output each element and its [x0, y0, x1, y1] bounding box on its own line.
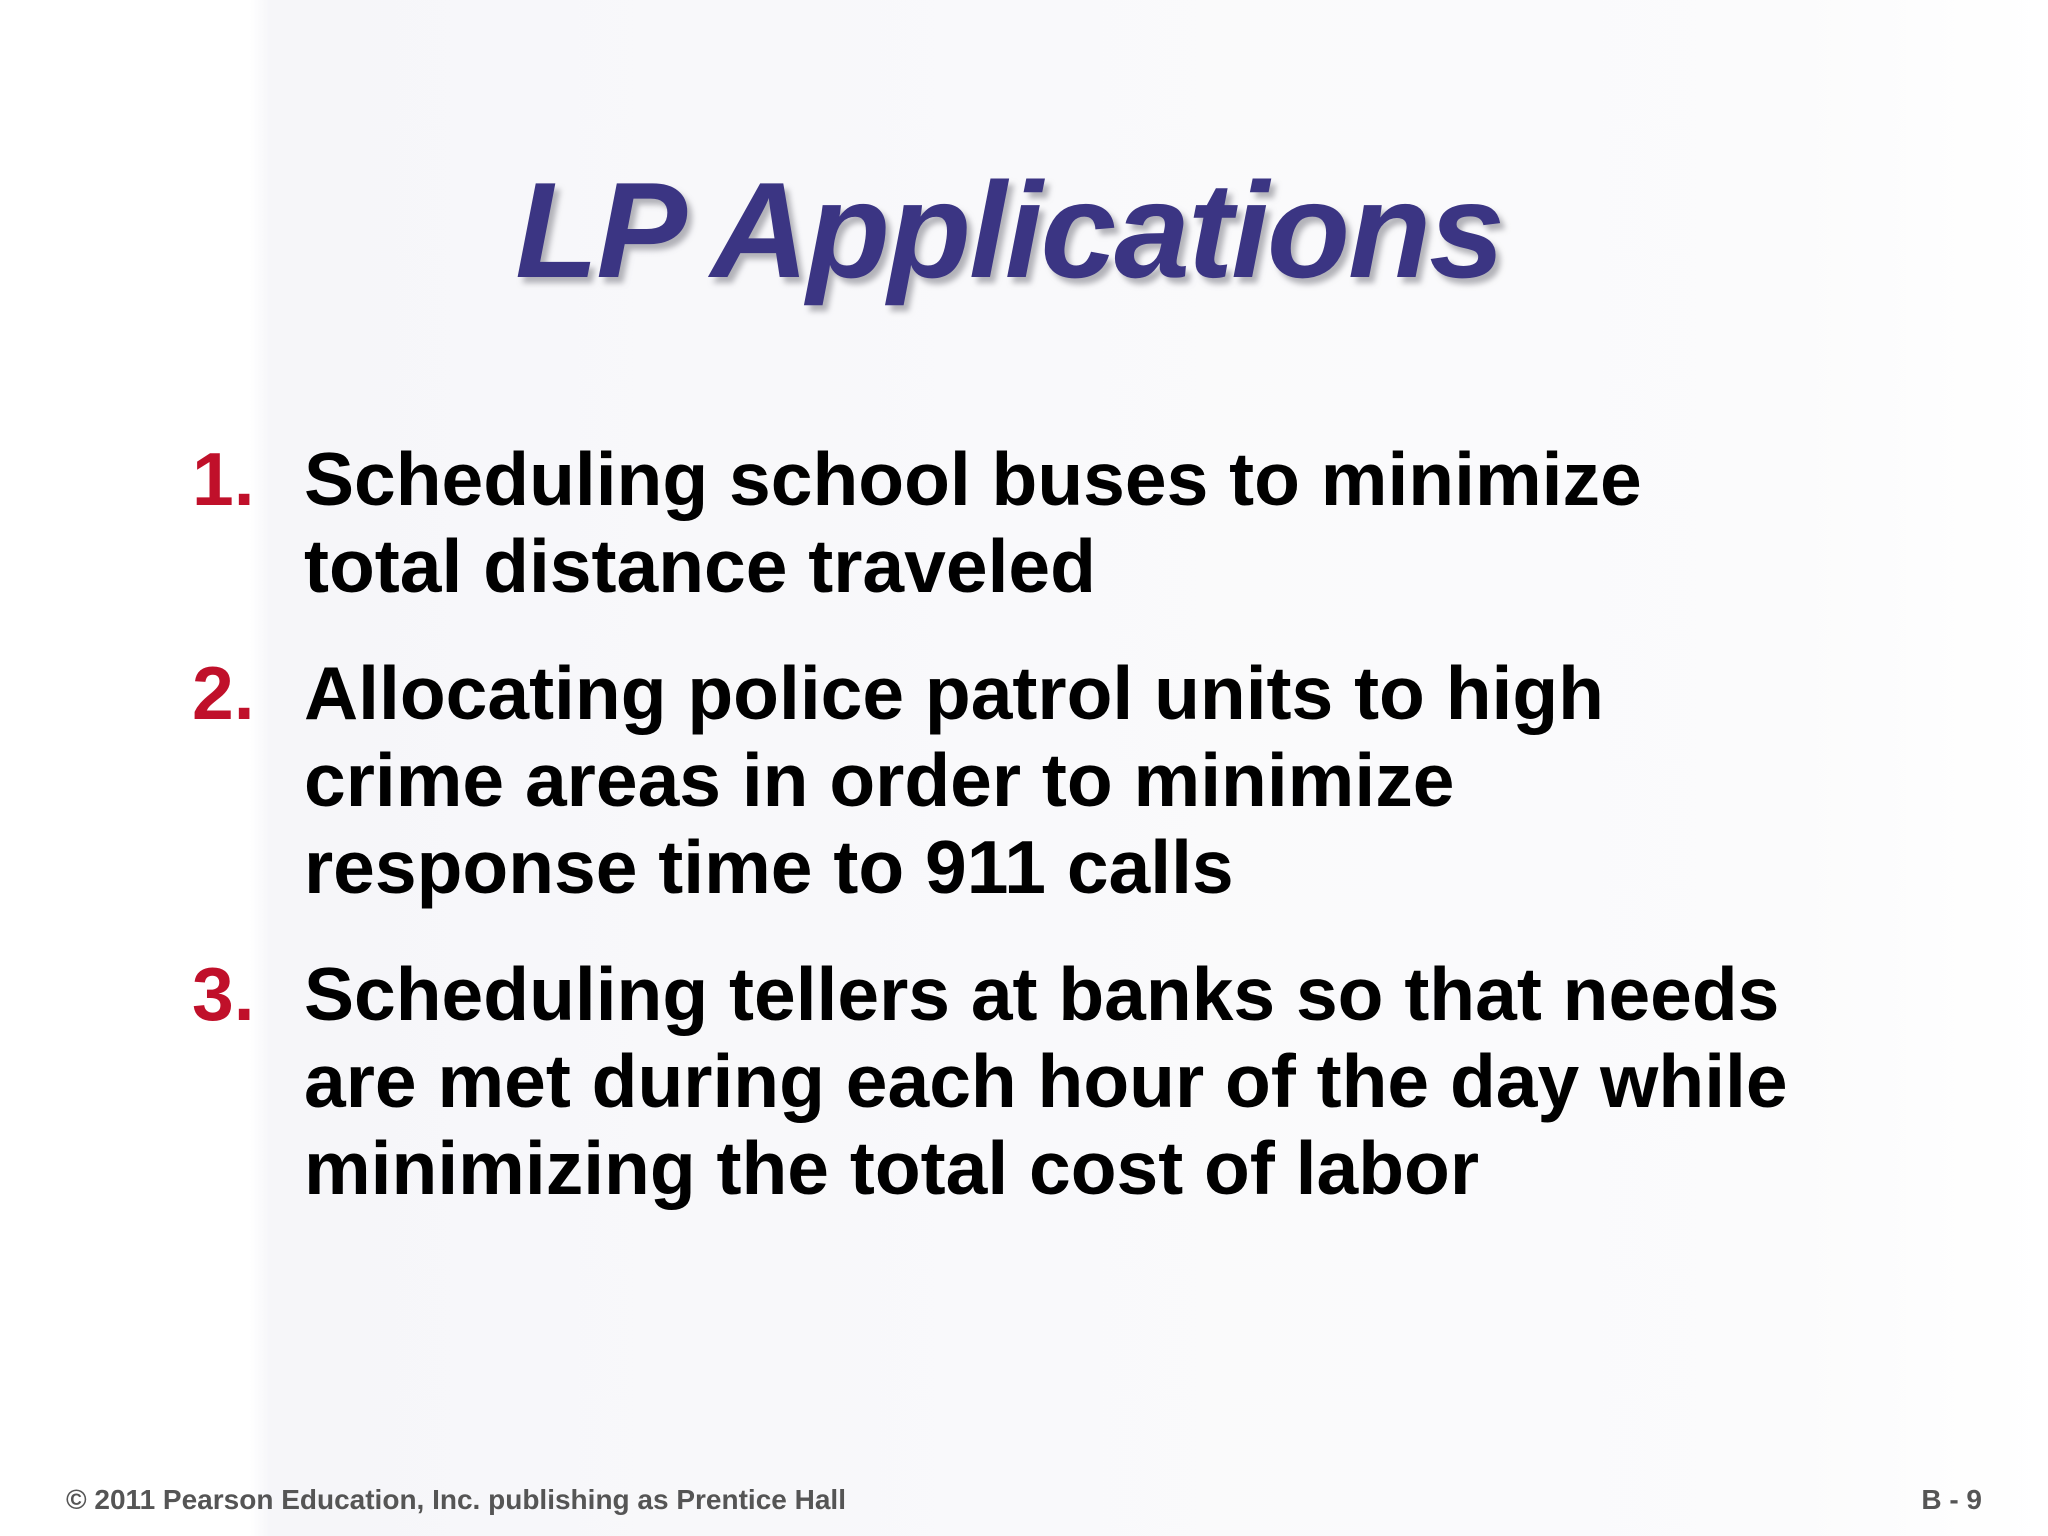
copyright-footer: © 2011 Pearson Education, Inc. publishing as Prentice Hall — [66, 1484, 846, 1515]
list-item — [192, 951, 1892, 1212]
list-item-text: Scheduling tellers at banks so that needs are met during each hour of the day while minimizing the total cost of labor — [304, 952, 1788, 1210]
list-item-number: 2. — [192, 651, 255, 735]
slide-title: LP Applications — [515, 154, 1503, 306]
list-item-number: 1. — [192, 437, 255, 521]
list-item-text: Scheduling school buses to minimize total distance traveled — [304, 437, 1642, 608]
applications-list — [192, 436, 1892, 1252]
list-item — [192, 650, 1892, 911]
list-item-text: Allocating police patrol units to high crime areas in order to minimize response time to 911 calls — [304, 651, 1604, 909]
list-item-number: 3. — [192, 952, 255, 1036]
list-item — [192, 436, 1892, 610]
slide-number: B - 9 — [1921, 1484, 1982, 1515]
